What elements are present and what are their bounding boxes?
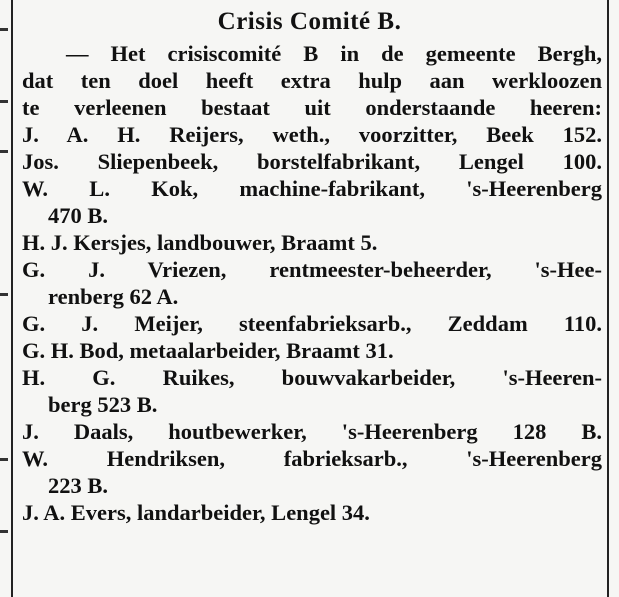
article-title: Crisis Comité B. [217,8,402,35]
member-line-continuation: berg 523 B. [48,392,158,417]
member-line-continuation: renberg 62 A. [48,284,179,309]
adjacent-column-fragment [0,0,9,597]
member-line: W. Hendriksen, fabrieksarb., 's-Heerenberg [22,446,602,471]
member-line-continuation: 223 B. [48,473,109,498]
member-line-continuation: 470 B. [48,203,109,228]
member-line: G. J. Vriezen, rentmeester-beheerder, 's-Hee- [22,257,602,282]
member-line: Jos. Sliepenbeek, borstelfabrikant, Lengel 100. [22,149,602,174]
member-line: H. J. Kersjes, landbouwer, Braamt 5. [22,230,378,255]
edge-mark [0,150,8,153]
member-line: J. A. H. Reijers, weth., voorzitter, Beek 152. [22,122,602,147]
intro-line: dat ten doel heeft extra hulp aan werkloozen [22,68,602,93]
article-body [22,40,602,526]
intro-line: — Het crisiscomité B in de gemeente Bergh, [66,41,602,66]
member-line: G. H. Bod, metaalarbeider, Braamt 31. [22,338,394,363]
member-line: W. L. Kok, machine-fabrikant, 's-Heerenberg [22,176,602,201]
edge-mark [0,293,8,296]
column-rule-left [11,0,13,597]
edge-mark [0,458,8,461]
member-line: J. A. Evers, landarbeider, Lengel 34. [22,500,370,525]
edge-mark [0,100,8,103]
edge-mark [0,530,8,533]
intro-line: te verleenen bestaat uit onderstaande heeren: [22,95,602,120]
column-rule-right [607,0,609,597]
member-line: H. G. Ruikes, bouwvakarbeider, 's-Heeren- [22,365,602,390]
member-line: G. J. Meijer, steenfabrieksarb., Zeddam 110. [22,311,602,336]
member-line: J. Daals, houtbewerker, 's-Heerenberg 128 B. [22,419,602,444]
